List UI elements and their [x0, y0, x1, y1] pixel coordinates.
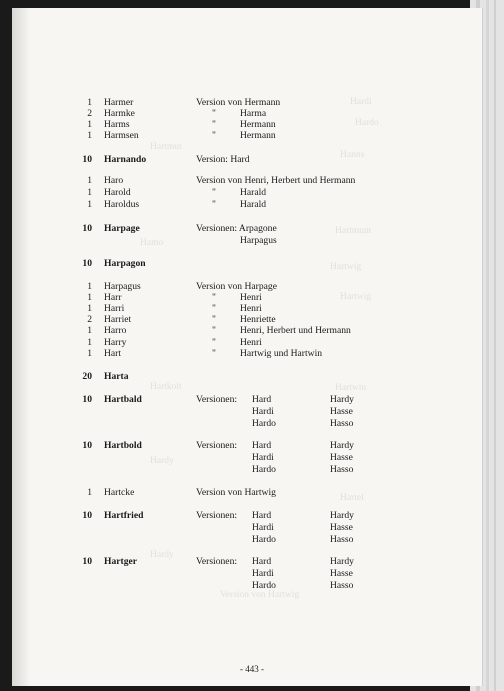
entry-name: Harri: [104, 303, 125, 314]
entry-count: 2: [87, 314, 92, 325]
entry-reference: Versionen: Arpagone: [196, 223, 277, 234]
entry-count: 1: [87, 175, 92, 186]
entry-reference: Version von Hartwig: [196, 487, 276, 498]
entry-count: 1: [87, 187, 92, 198]
entry-reference: Versionen:: [196, 556, 238, 567]
entry-count: 1: [87, 119, 92, 130]
entry-count: 1: [87, 348, 92, 359]
entry-count: 20: [82, 371, 92, 382]
entry-name: Harpagus: [104, 281, 141, 292]
entry-variant: Harpagus: [240, 235, 277, 246]
entry-count: 1: [87, 130, 92, 141]
entry-version: Hardo: [252, 418, 276, 429]
entry-version: Hardi: [252, 452, 274, 463]
entry-name: Hartbald: [104, 394, 142, 405]
entry-name: Hartger: [104, 556, 138, 567]
entry-name: Harnando: [104, 154, 147, 165]
entry-version: Hardy: [330, 510, 354, 521]
entry-variant: Harma: [240, 108, 267, 119]
entry-version: Hardo: [252, 580, 276, 591]
entry-version: Hasso: [330, 580, 354, 591]
entry-reference: Versionen:: [196, 440, 238, 451]
entry-count: 1: [87, 337, 92, 348]
ditto-mark: ": [212, 199, 216, 210]
entry-name: Hartcke: [104, 487, 135, 498]
ditto-mark: ": [212, 303, 216, 314]
entry-name: Harriet: [104, 314, 132, 325]
entry-version: Hasso: [330, 418, 354, 429]
entry-variant: Hermann: [240, 119, 276, 130]
entry-version: Hardy: [330, 556, 354, 567]
entry-reference: Version: Hard: [196, 154, 250, 165]
entry-count: 1: [87, 97, 92, 108]
entry-count: 10: [82, 223, 92, 234]
entry-name: Harpagon: [104, 258, 146, 269]
entry-version: Hard: [252, 556, 272, 567]
entry-variant: Henri: [240, 292, 262, 303]
entry-reference: Versionen:: [196, 510, 238, 521]
entry-variant: Harald: [240, 199, 267, 210]
entry-version: Hardi: [252, 522, 274, 533]
entry-version: Hasse: [330, 406, 353, 417]
entry-version: Hasso: [330, 534, 354, 545]
entry-count: 10: [82, 258, 92, 269]
entry-count: 1: [87, 292, 92, 303]
entry-version: Hardy: [330, 440, 354, 451]
entry-variant: Henri: [240, 337, 262, 348]
entry-variant: Hermann: [240, 130, 276, 141]
entry-reference: Version von Hermann: [196, 97, 281, 108]
entry-name: Harms: [104, 119, 130, 130]
entry-version: Hasse: [330, 522, 353, 533]
entry-version: Hard: [252, 394, 272, 405]
entry-count: 10: [82, 154, 92, 165]
ditto-mark: ": [212, 325, 216, 336]
ditto-mark: ": [212, 108, 216, 119]
ditto-mark: ": [212, 314, 216, 325]
entry-count: 10: [82, 510, 92, 521]
entry-count: 10: [82, 556, 92, 567]
entry-name: Harmsen: [104, 130, 139, 141]
ditto-mark: ": [212, 130, 216, 141]
entry-count: 10: [82, 440, 92, 451]
ditto-mark: ": [212, 348, 216, 359]
entry-version: Hasse: [330, 452, 353, 463]
entry-version: Hasse: [330, 568, 353, 579]
entry-count: 2: [87, 108, 92, 119]
entry-version: Hasso: [330, 464, 354, 475]
entry-reference: Version von Harpage: [196, 281, 277, 292]
entry-variant: Hartwig und Hartwin: [240, 348, 323, 359]
entry-version: Hard: [252, 510, 272, 521]
entry-name: Haro: [104, 175, 124, 186]
entry-count: 1: [87, 199, 92, 210]
entry-version: Hard: [252, 440, 272, 451]
entry-variant: Harald: [240, 187, 267, 198]
entry-variant: Henriette: [240, 314, 276, 325]
entry-reference: Versionen:: [196, 394, 238, 405]
ditto-mark: ": [212, 119, 216, 130]
ditto-mark: ": [212, 292, 216, 303]
entry-name: Harmer: [104, 97, 134, 108]
ditto-mark: ": [212, 337, 216, 348]
entry-version: Hardo: [252, 534, 276, 545]
entry-count: 10: [82, 394, 92, 405]
entry-name: Haroldus: [104, 199, 140, 210]
entry-reference: Version von Henri, Herbert und Hermann: [196, 175, 356, 186]
page-number: - 443 -: [240, 664, 264, 674]
entry-count: 1: [87, 487, 92, 498]
entry-count: 1: [87, 281, 92, 292]
entry-name: Hartbold: [104, 440, 142, 451]
ditto-mark: ": [212, 187, 216, 198]
entry-name: Hart: [104, 348, 122, 359]
entry-name: Harmke: [104, 108, 135, 119]
entry-count: 1: [87, 325, 92, 336]
entry-name: Harold: [104, 187, 131, 198]
entry-name: Harro: [104, 325, 127, 336]
entry-version: Hardi: [252, 568, 274, 579]
entry-count: 1: [87, 303, 92, 314]
entry-name: Hartfried: [104, 510, 144, 521]
entry-version: Hardo: [252, 464, 276, 475]
entry-variant: Henri, Herbert und Hermann: [240, 325, 351, 336]
entry-version: Hardy: [330, 394, 354, 405]
entry-variant: Henri: [240, 303, 262, 314]
entry-name: Harry: [104, 337, 127, 348]
entry-version: Hardi: [252, 406, 274, 417]
entry-name: Harpage: [104, 223, 140, 234]
entry-name: Harta: [104, 371, 129, 382]
entry-name: Harr: [104, 292, 122, 303]
